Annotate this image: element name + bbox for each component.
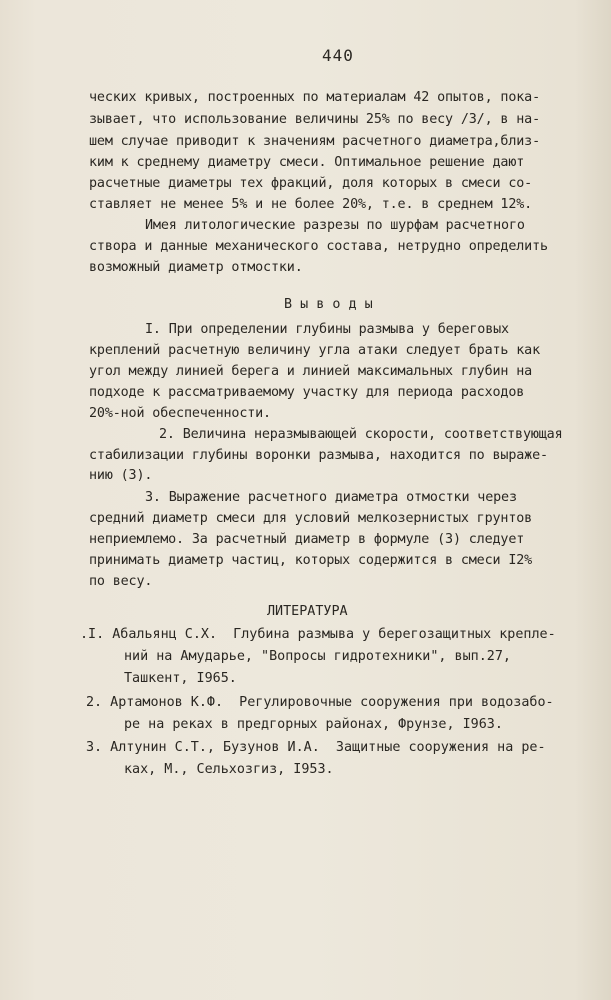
text-line: подходе к рассматриваемому участку для периода расходов (89, 385, 525, 400)
text-line: креплений расчетную величину угла атаки следует брать как (89, 343, 540, 358)
reference-line: Ташкент, I965. (124, 671, 237, 686)
text-line: принимать диаметр частиц, которых содержится в смеси I2% (89, 553, 533, 568)
text-line: ставляет не менее 5% и не более 20%, т.е. в среднем 12%. (89, 197, 533, 212)
text-line: зывает, что использование величины 25% по весу /3/, в на- (89, 112, 540, 127)
text-line: средний диаметр смеси для условий мелкозернистых грунтов (89, 511, 533, 526)
literature-heading: ЛИТЕРАТУРА (267, 604, 348, 619)
reference-line: ках, М., Сельхозгиз, I953. (124, 762, 334, 777)
text-line: 3. Выражение расчетного диаметра отмостки через (145, 490, 517, 505)
text-line: ким к среднему диаметру смеси. Оптимальное решение дают (89, 155, 525, 170)
text-line: стабилизации глубины воронки размыва, находится по выраже- (89, 448, 548, 463)
text-line: I. При определении глубины размыва у береговых (145, 322, 509, 337)
reference-line: 2. Артамонов К.Ф. Регулировочные сооружения при водозабо- (86, 695, 554, 710)
text-line: расчетные диаметры тех фракций, доля которых в смеси со- (89, 176, 533, 191)
text-line: 2. Величина неразмывающей скорости, соответствующая (159, 427, 563, 442)
text-line: 20%-ной обеспеченности. (89, 406, 271, 421)
text-line: створа и данные механического состава, нетрудно определить (89, 239, 548, 254)
text-line: шем случае приводит к значениям расчетного диаметра,близ- (89, 134, 540, 149)
text-line: по весу. (89, 574, 153, 589)
text-line: неприемлемо. За расчетный диаметр в формуле (3) следует (89, 532, 525, 547)
reference-line: ре на реках в предгорных районах, Фрунзе, I963. (124, 717, 503, 732)
text-line: нию (3). (89, 468, 153, 483)
page-number: 440 (322, 46, 354, 65)
text-line: ческих кривых, построенных по материалам 42 опытов, пока- (89, 90, 540, 105)
section-heading: В ы в о д ы (284, 297, 373, 312)
text-line: угол между линией берега и линией максимальных глубин на (89, 364, 533, 379)
text-line: возможный диаметр отмостки. (89, 260, 303, 275)
text-line: Имея литологические разрезы по шурфам расчетного (145, 218, 525, 233)
reference-line: ний на Амударье, "Вопросы гидротехники", вып.27, (124, 649, 511, 664)
reference-line: 3. Алтунин С.Т., Бузунов И.А. Защитные сооружения на ре- (86, 740, 546, 755)
reference-line: .I. Абальянц С.Х. Глубина размыва у берегозащитных крепле- (80, 627, 556, 642)
